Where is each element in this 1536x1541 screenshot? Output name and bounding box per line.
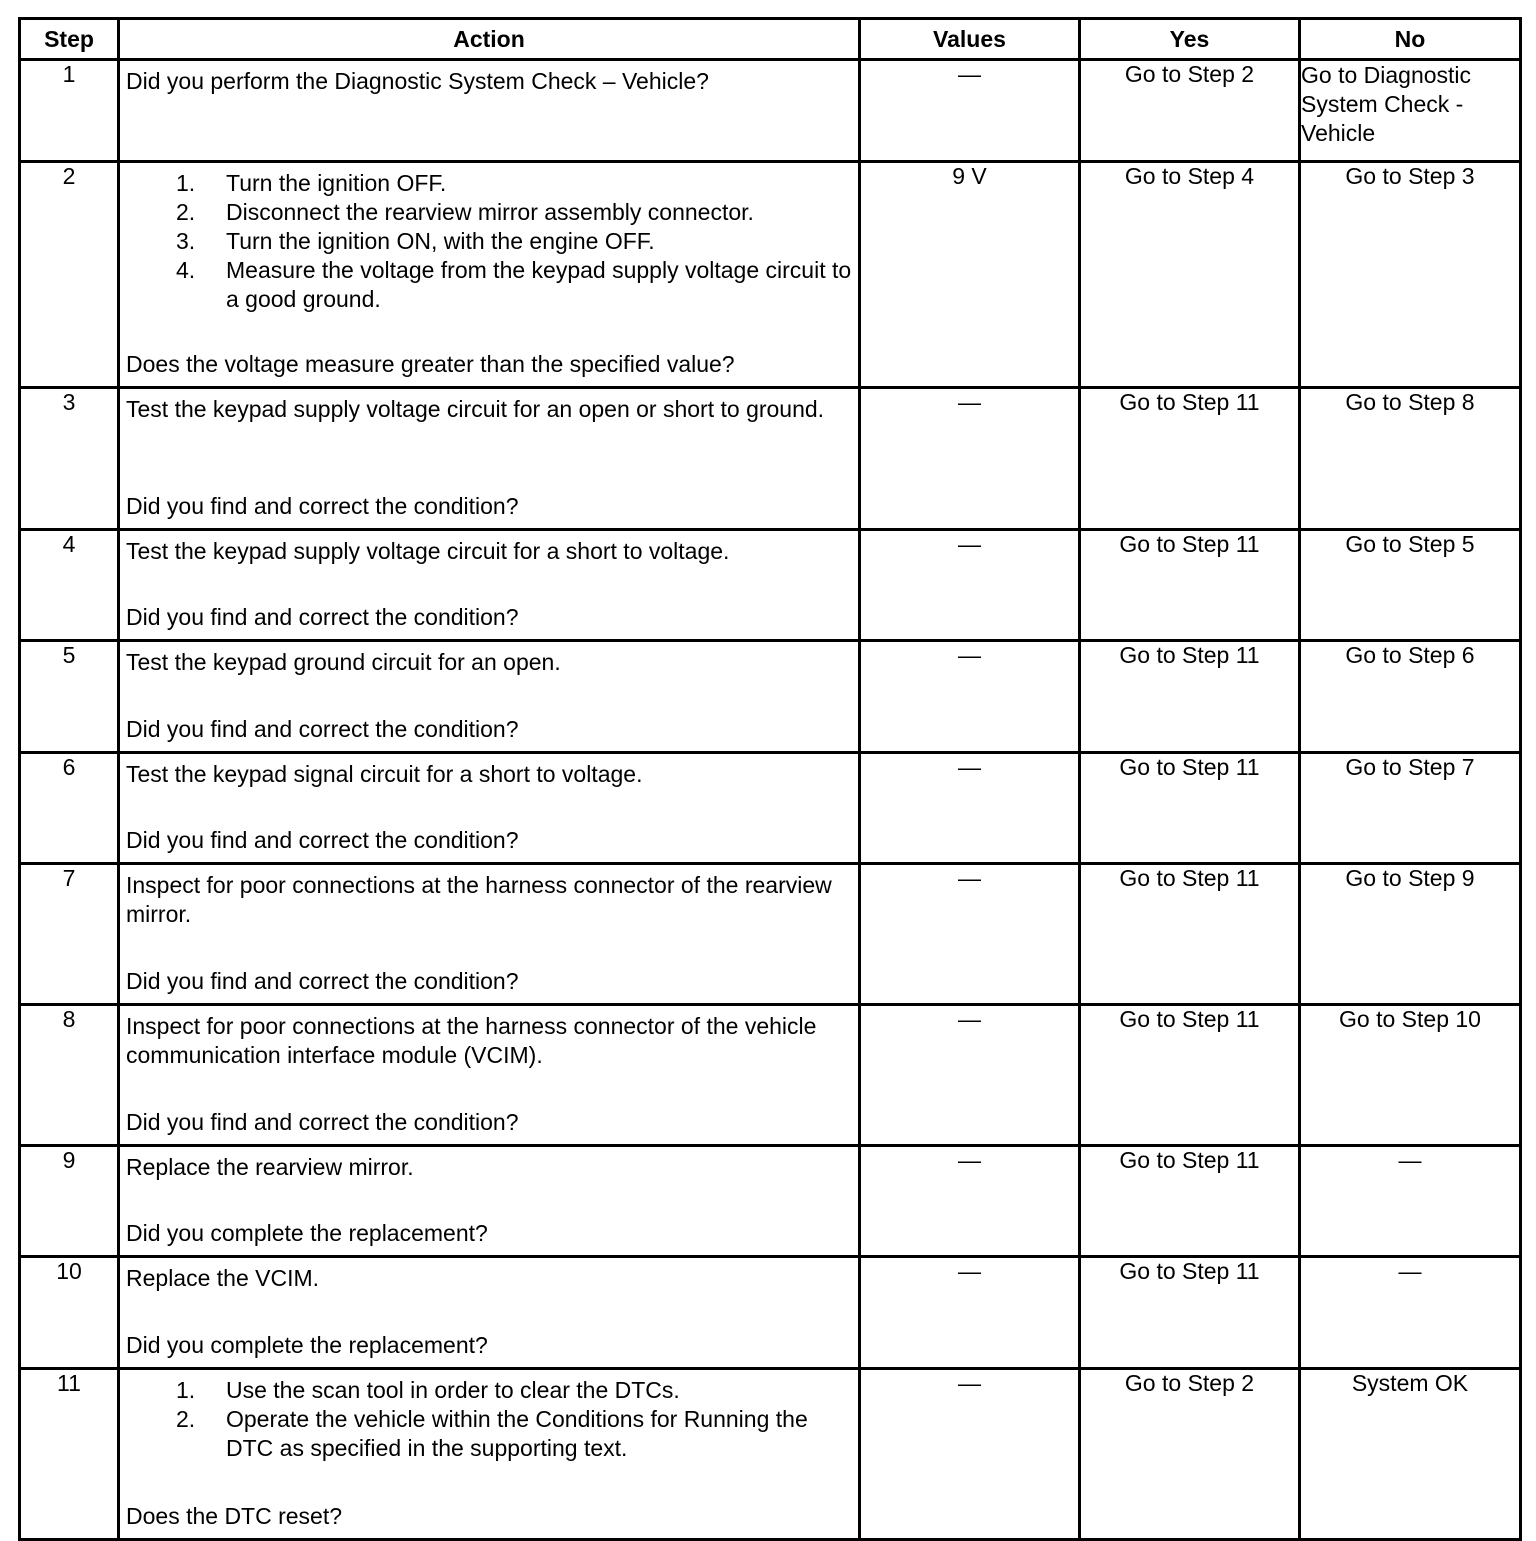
list-item-text: Disconnect the rearview mirror assembly connector. [226,199,754,225]
list-item-text: Turn the ignition ON, with the engine OFF. [226,228,655,254]
action-cell [119,864,860,1005]
action-instruction: Replace the rearview mirror. [126,1154,414,1180]
action-cell [119,60,860,162]
action-steps-list [126,169,852,314]
yes-cell: Go to Step 11 [1080,753,1300,864]
list-item-number: 1. [176,170,196,196]
action-cell [119,530,860,641]
value-cell: — [860,864,1080,1005]
list-item [176,1376,852,1405]
action-question: Did you find and correct the condition? [126,716,519,742]
header-action: Action [119,19,860,60]
yes-cell: Go to Step 11 [1080,641,1300,753]
list-item-text: Turn the ignition OFF. [226,170,447,196]
list-item-text: Use the scan tool in order to clear the DTCs. [226,1377,680,1403]
step-number: 4 [20,530,119,641]
action-cell [119,753,860,864]
action-top [126,648,852,677]
list-item-text: Measure the voltage from the keypad supply voltage circuit to a good ground. [226,257,852,312]
yes-cell: Go to Step 11 [1080,1257,1300,1369]
action-question: Did you find and correct the condition? [126,604,519,630]
action-top [126,760,852,789]
action-top [126,537,852,566]
no-cell: Go to Step 10 [1300,1005,1521,1146]
action-instruction: Did you perform the Diagnostic System Check – Vehicle? [126,68,709,94]
no-cell: Go to Step 9 [1300,864,1521,1005]
list-item [176,227,852,256]
step-number: 11 [20,1369,119,1540]
action-question: Did you find and correct the condition? [126,968,519,994]
value-cell: — [860,641,1080,753]
action-cell [119,1257,860,1369]
value-cell: 9 V [860,162,1080,388]
list-item [176,169,852,198]
action-cell [119,1005,860,1146]
table-row [20,1257,1521,1369]
no-cell: Go to Step 6 [1300,641,1521,753]
action-cell [119,162,860,388]
action-instruction: Test the keypad supply voltage circuit for a short to voltage. [126,538,730,564]
action-question: Did you find and correct the condition? [126,1109,519,1135]
action-instruction: Test the keypad ground circuit for an open. [126,649,561,675]
step-number: 9 [20,1146,119,1257]
action-question: Does the voltage measure greater than the specified value? [126,351,735,377]
no-cell: Go to Diagnostic System Check - Vehicle [1300,60,1521,162]
table-row [20,1005,1521,1146]
value-cell: — [860,1146,1080,1257]
list-item [176,1405,852,1463]
action-top [126,871,852,929]
no-cell: Go to Step 7 [1300,753,1521,864]
action-question: Did you find and correct the condition? [126,493,519,519]
value-cell: — [860,1005,1080,1146]
step-number: 8 [20,1005,119,1146]
step-number: 6 [20,753,119,864]
no-cell: — [1300,1257,1521,1369]
action-cell [119,641,860,753]
action-top [126,169,852,314]
action-top [126,1376,852,1463]
yes-cell: Go to Step 2 [1080,60,1300,162]
value-cell: — [860,1369,1080,1540]
yes-cell: Go to Step 11 [1080,530,1300,641]
yes-cell: Go to Step 2 [1080,1369,1300,1540]
yes-cell: Go to Step 11 [1080,864,1300,1005]
action-question: Did you complete the replacement? [126,1332,488,1358]
action-cell [119,1369,860,1540]
table-row [20,388,1521,530]
yes-cell: Go to Step 11 [1080,388,1300,530]
action-cell [119,388,860,530]
action-question: Did you complete the replacement? [126,1220,488,1246]
no-cell: Go to Step 8 [1300,388,1521,530]
table-row [20,1146,1521,1257]
step-number: 3 [20,388,119,530]
action-cell [119,1146,860,1257]
header-row [20,19,1521,60]
table-row [20,530,1521,641]
yes-cell: Go to Step 11 [1080,1005,1300,1146]
diagnostic-table [18,17,1522,1541]
step-number: 2 [20,162,119,388]
step-number: 7 [20,864,119,1005]
value-cell: — [860,388,1080,530]
table-row [20,1369,1521,1540]
yes-cell: Go to Step 4 [1080,162,1300,388]
action-top [126,67,852,96]
list-item-number: 2. [176,199,196,225]
step-number: 1 [20,60,119,162]
action-instruction: Test the keypad signal circuit for a short to voltage. [126,761,643,787]
header-yes: Yes [1080,19,1300,60]
action-instruction: Test the keypad supply voltage circuit for an open or short to ground. [126,396,825,422]
no-cell: — [1300,1146,1521,1257]
action-top [126,1012,852,1070]
table-row [20,60,1521,162]
list-item-number: 3. [176,228,196,254]
value-cell: — [860,753,1080,864]
list-item [176,256,852,314]
step-number: 10 [20,1257,119,1369]
table-row [20,864,1521,1005]
action-instruction: Inspect for poor connections at the harness connector of the vehicle communication interface module (VCIM). [126,1013,817,1068]
list-item-number: 2. [176,1406,196,1432]
table-row [20,641,1521,753]
no-cell: Go to Step 5 [1300,530,1521,641]
list-item-number: 4. [176,257,196,283]
action-top [126,1264,852,1293]
action-instruction: Replace the VCIM. [126,1265,320,1291]
no-cell: System OK [1300,1369,1521,1540]
action-steps-list [126,1376,852,1463]
action-instruction: Inspect for poor connections at the harness connector of the rearview mirror. [126,872,832,927]
value-cell: — [860,60,1080,162]
action-question: Did you find and correct the condition? [126,827,519,853]
yes-cell: Go to Step 11 [1080,1146,1300,1257]
action-question: Does the DTC reset? [126,1503,343,1529]
header-values: Values [860,19,1080,60]
table-row [20,753,1521,864]
header-step: Step [20,19,119,60]
header-no: No [1300,19,1521,60]
list-item-number: 1. [176,1377,196,1403]
list-item-text: Operate the vehicle within the Conditions for Running the DTC as specified in the supporting text. [226,1406,808,1461]
list-item [176,198,852,227]
action-top [126,1153,852,1182]
no-cell: Go to Step 3 [1300,162,1521,388]
value-cell: — [860,530,1080,641]
value-cell: — [860,1257,1080,1369]
action-top [126,395,852,424]
step-number: 5 [20,641,119,753]
table-row [20,162,1521,388]
